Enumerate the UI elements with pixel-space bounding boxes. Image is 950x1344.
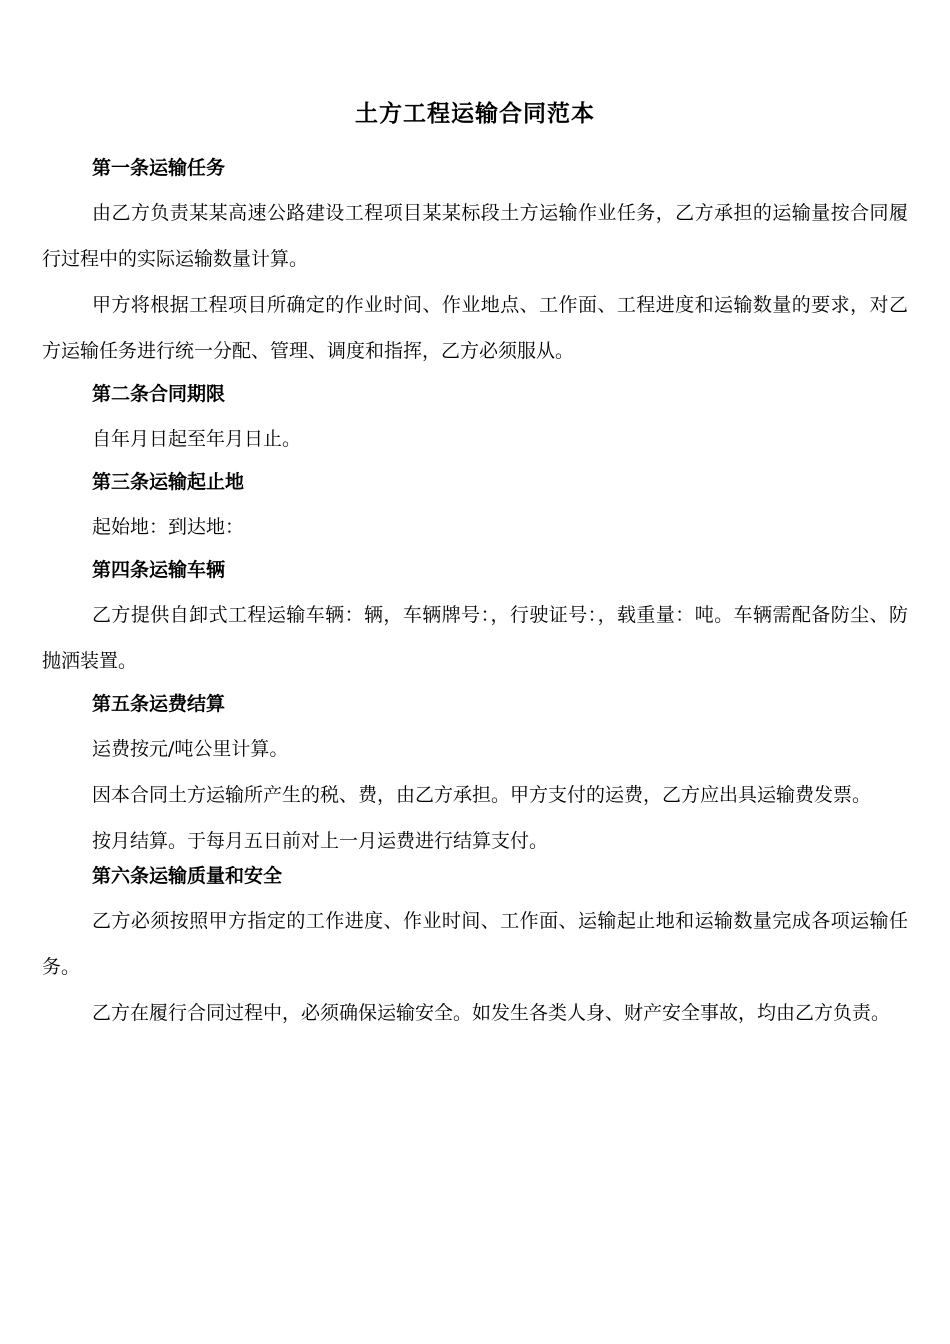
- section-paragraph: 起始地：到达地：: [92, 516, 245, 538]
- section-heading: 第三条运输起止地: [92, 471, 245, 493]
- document-page: [42, 94, 908, 1036]
- section-heading: 第四条运输车辆: [92, 559, 226, 581]
- section-contract-term: [42, 382, 908, 462]
- section-paragraph: 乙方在履行合同过程中，必须确保运输安全。如发生各类人身、财产安全事故，均由乙方负责。: [92, 1002, 891, 1024]
- section-paragraph: 乙方提供自卸式工程运输车辆：辆，车辆牌号：，行驶证号：，载重量：吨。车辆需配备防尘、防抛洒装置。: [42, 604, 908, 672]
- section-paragraph: 乙方必须按照甲方指定的工作进度、作业时间、工作面、运输起止地和运输数量完成各项运输任务。: [42, 910, 908, 978]
- section-heading: 第一条运输任务: [92, 157, 226, 179]
- section-paragraph: 按月结算。于每月五日前对上一月运费进行结算支付。: [92, 830, 549, 852]
- section-paragraph: 甲方将根据工程项目所确定的作业时间、作业地点、工作面、工程进度和运输数量的要求，对乙方运输任务进行统一分配、管理、调度和指挥，乙方必须服从。: [42, 294, 908, 362]
- section-paragraph: 因本合同土方运输所产生的税、费，由乙方承担。甲方支付的运费，乙方应出具运输费发票。: [92, 784, 872, 806]
- section-freight-settlement: [42, 692, 908, 864]
- section-origin-destination: [42, 470, 908, 550]
- section-paragraph: 运费按元/吨公里计算。: [92, 738, 289, 760]
- section-vehicles: [42, 558, 908, 684]
- section-transport-task: [42, 156, 908, 374]
- section-heading: 第六条运输质量和安全: [92, 865, 283, 887]
- section-quality-safety: [42, 864, 908, 1036]
- section-paragraph: 自年月日起至年月日止。: [92, 428, 302, 450]
- section-paragraph: 由乙方负责某某高速公路建设工程项目某某标段土方运输作业任务，乙方承担的运输量按合同履行过程中的实际运输数量计算。: [42, 202, 908, 270]
- section-heading: 第二条合同期限: [92, 383, 226, 405]
- document-title: 土方工程运输合同范本: [355, 101, 595, 127]
- section-heading: 第五条运费结算: [92, 693, 226, 715]
